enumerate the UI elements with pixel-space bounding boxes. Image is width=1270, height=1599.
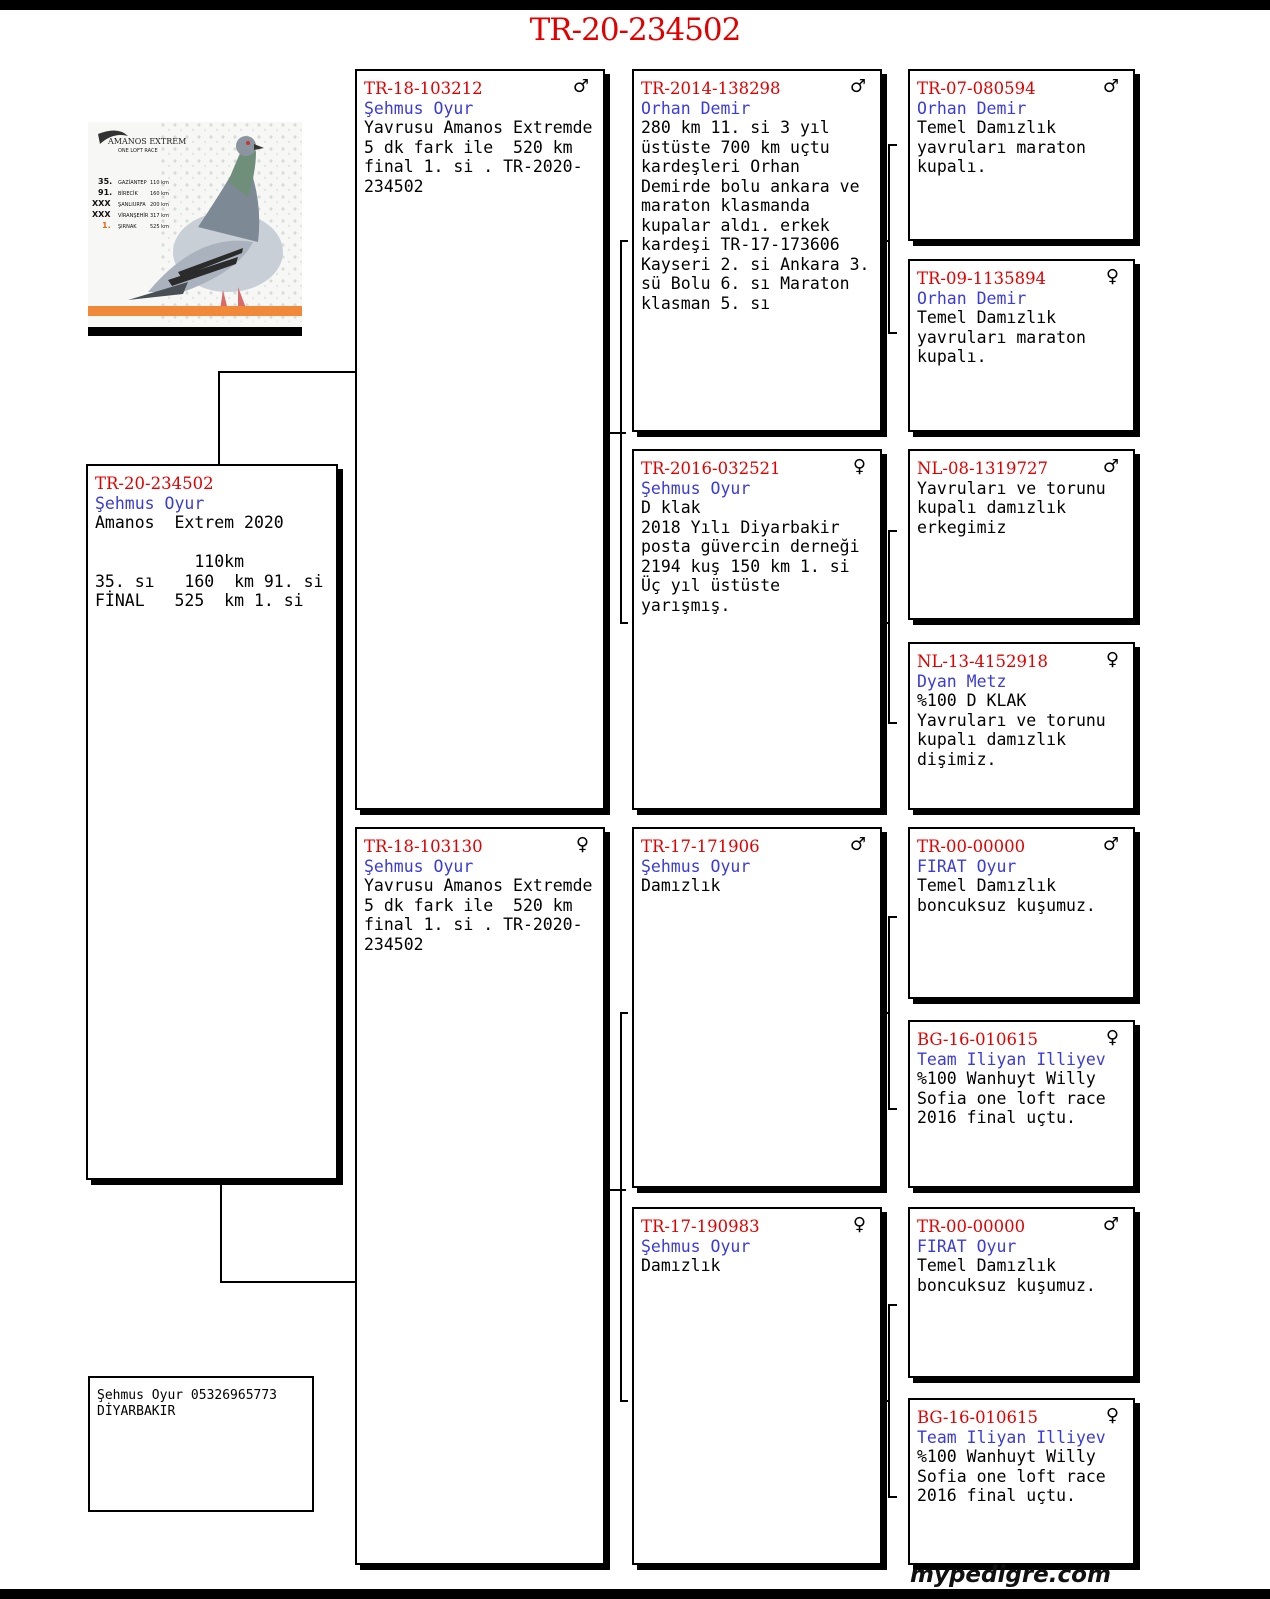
connector [620,1400,628,1402]
photo-bottom-bar [88,327,302,336]
svg-text:ŞANLIURFA: ŞANLIURFA [118,202,146,208]
owner-name: Orhan Demir [917,288,1027,308]
breeder-name-phone: Şehmus Oyur 05326965773 [97,1388,278,1403]
ring-number: TR-00-00000 [917,1217,1026,1236]
ring-number: TR-18-103212 [364,79,483,98]
owner-name: Şehmus Oyur [364,856,474,876]
pigeon-photo [88,122,302,336]
grandsire-paternal-card[interactable] [632,69,882,432]
female-icon: ♀ [1105,1027,1119,1048]
ring-number: BG-16-010615 [917,1030,1039,1049]
connector [620,1012,622,1402]
ancestor-card-4[interactable] [908,642,1135,810]
svg-text:91.: 91. [98,188,113,197]
ring-number: NL-13-4152918 [917,652,1049,671]
ring-number: TR-17-190983 [641,1217,760,1236]
connector [603,1189,626,1191]
description: Yavrusu Amanos Extremde 5 dk fark ile 520 km final 1. si . TR-2020-234502 [364,118,603,196]
subject-card[interactable] [86,464,338,1180]
male-icon: ♂ [849,834,866,855]
sire-card[interactable] [355,69,605,810]
connector [603,432,626,434]
connector [888,530,890,724]
owner-name: Orhan Demir [917,98,1027,118]
svg-text:XXX: XXX [92,199,111,208]
connector [620,1012,628,1014]
ring-number: TR-09-1135894 [917,269,1047,288]
connector [888,916,890,1110]
owner-name: Şehmus Oyur [364,98,474,118]
connector [888,722,897,724]
male-icon: ♂ [1102,1214,1119,1235]
description: 280 km 11. si 3 yıl üstüste 700 km uçtu kardeşleri Orhan Demirde bolu ankara ve maraton klasmanda kupalar aldı. erkek kardeşi TR-17-173606 Kayseri 2. si Ankara 3. sü Bolu 6. sı Maraton klasman 5. sı [641,118,880,313]
connector [220,1281,355,1283]
breeder-info [88,1376,314,1512]
connector [888,916,897,918]
ring-number: TR-00-00000 [917,837,1026,856]
svg-text:160 km: 160 km [150,191,169,197]
ancestor-card-1[interactable] [908,69,1135,241]
connector [888,1304,890,1498]
description: Temel Damızlık yavruları maraton kupalı. [917,308,1096,366]
female-icon: ♀ [575,834,589,855]
ring-number: TR-2016-032521 [641,459,781,478]
photo-brand-sub: ONE LOFT RACE [118,148,158,154]
description: Yavruları ve torunu kupalı damızlık erkegimiz [917,478,1116,537]
top-border [0,0,1270,10]
connector [620,622,628,624]
owner-name: Şehmus Oyur [641,856,751,876]
male-icon: ♂ [849,76,866,97]
description: Temel Damızlık boncuksuz kuşumuz. [917,1256,1096,1295]
owner-name: Şehmus Oyur [641,478,751,498]
female-icon: ♀ [852,456,866,477]
ancestor-card-3[interactable] [908,449,1135,620]
connector [218,371,220,464]
male-icon: ♂ [1102,456,1119,477]
owner-name: Orhan Demir [641,98,751,118]
male-icon: ♂ [572,76,589,97]
ancestor-card-6[interactable] [908,1020,1135,1188]
male-icon: ♂ [1102,76,1119,97]
connector [882,240,890,242]
svg-text:1.: 1. [102,221,111,230]
owner-name: FIRAT Oyur [917,1236,1017,1256]
connector [888,144,890,334]
connector [888,530,897,532]
grandsire-maternal-card[interactable] [632,827,882,1188]
connector [888,1108,897,1110]
description: Temel Damızlık boncuksuz kuşumuz. [917,876,1096,915]
ancestor-card-5[interactable] [908,827,1135,999]
connector [888,144,897,146]
owner-name: Şehmus Oyur [641,1236,751,1256]
svg-text:525 km: 525 km [150,224,169,230]
ring-number: TR-2014-138298 [641,79,781,98]
owner-name: Team Iliyan Illiyev [917,1049,1106,1069]
description: Yavrusu Amanos Extremde 5 dk fark ile 520 km final 1. si . TR-2020-234502 [364,876,603,954]
owner-name: Team Iliyan Illiyev [917,1427,1106,1447]
connector [218,371,355,373]
connector [888,332,897,334]
description: %100 Wanhuyt Willy Sofia one loft race 2016 final uçtu. [917,1069,1116,1127]
svg-text:ŞIRNAK: ŞIRNAK [118,224,137,230]
connector [620,240,628,242]
ring-number: BG-16-010615 [917,1408,1039,1427]
connector [888,1496,897,1498]
female-icon: ♀ [1105,649,1119,670]
owner-name: Şehmus Oyur [95,493,205,513]
female-icon: ♀ [1105,266,1119,287]
female-icon: ♀ [852,1214,866,1235]
ring-number: TR-20-234502 [95,474,214,493]
owner-name: Dyan Metz [917,671,1007,691]
male-icon: ♂ [1102,834,1119,855]
connector [888,1304,897,1306]
description: Damızlık [641,876,721,895]
dam-card[interactable] [355,827,605,1565]
bottom-border [0,1589,1270,1599]
ancestor-card-7[interactable] [908,1207,1135,1378]
svg-text:VİRANŞEHİR: VİRANŞEHİR [118,213,149,219]
ring-number: TR-07-080594 [917,79,1036,98]
svg-text:35.: 35. [98,177,113,186]
ancestor-card-2[interactable] [908,259,1135,432]
description: %100 Wanhuyt Willy Sofia one loft race 2016 final uçtu. [917,1447,1116,1505]
svg-text:110 km: 110 km [150,180,169,186]
ring-number: TR-18-103130 [364,837,483,856]
description: Amanos Extrem 2020 110km 35. sı 160 km 91. si FİNAL 525 km 1. si [95,513,324,610]
svg-text:XXX: XXX [92,210,111,219]
female-icon: ♀ [1105,1405,1119,1426]
site-brand: mypedigre.com [910,1562,1111,1588]
svg-text:GAZİANTEP: GAZİANTEP [118,180,147,186]
svg-text:200 km: 200 km [150,202,169,208]
connector [220,1179,222,1283]
granddam-paternal-card[interactable] [632,449,882,810]
connector [620,240,622,624]
page-title: TR-20-234502 [529,12,741,48]
pigeon-illustration [88,122,302,336]
ring-number: TR-17-171906 [641,837,760,856]
description: Temel Damızlık yavruları maraton kupalı. [917,118,1096,176]
ancestor-card-8[interactable] [908,1398,1135,1565]
svg-text:317 km: 317 km [150,213,169,219]
ring-number: NL-08-1319727 [917,459,1049,478]
svg-text:BİRECİK: BİRECİK [118,191,138,197]
granddam-maternal-card[interactable] [632,1207,882,1565]
breeder-city: DİYARBAKIR [97,1404,176,1419]
description: Damızlık [641,1256,721,1275]
owner-name: FIRAT Oyur [917,856,1017,876]
description: D klak 2018 Yılı Diyarbakir posta güvercin derneği 2194 kuş 150 km 1. si Üç yıl üstüste yarışmış. [641,498,860,615]
photo-brand-text: AMANOS EXTREM [108,137,187,146]
description: %100 D KLAK Yavruları ve torunu kupalı damızlık dişimiz. [917,691,1106,769]
